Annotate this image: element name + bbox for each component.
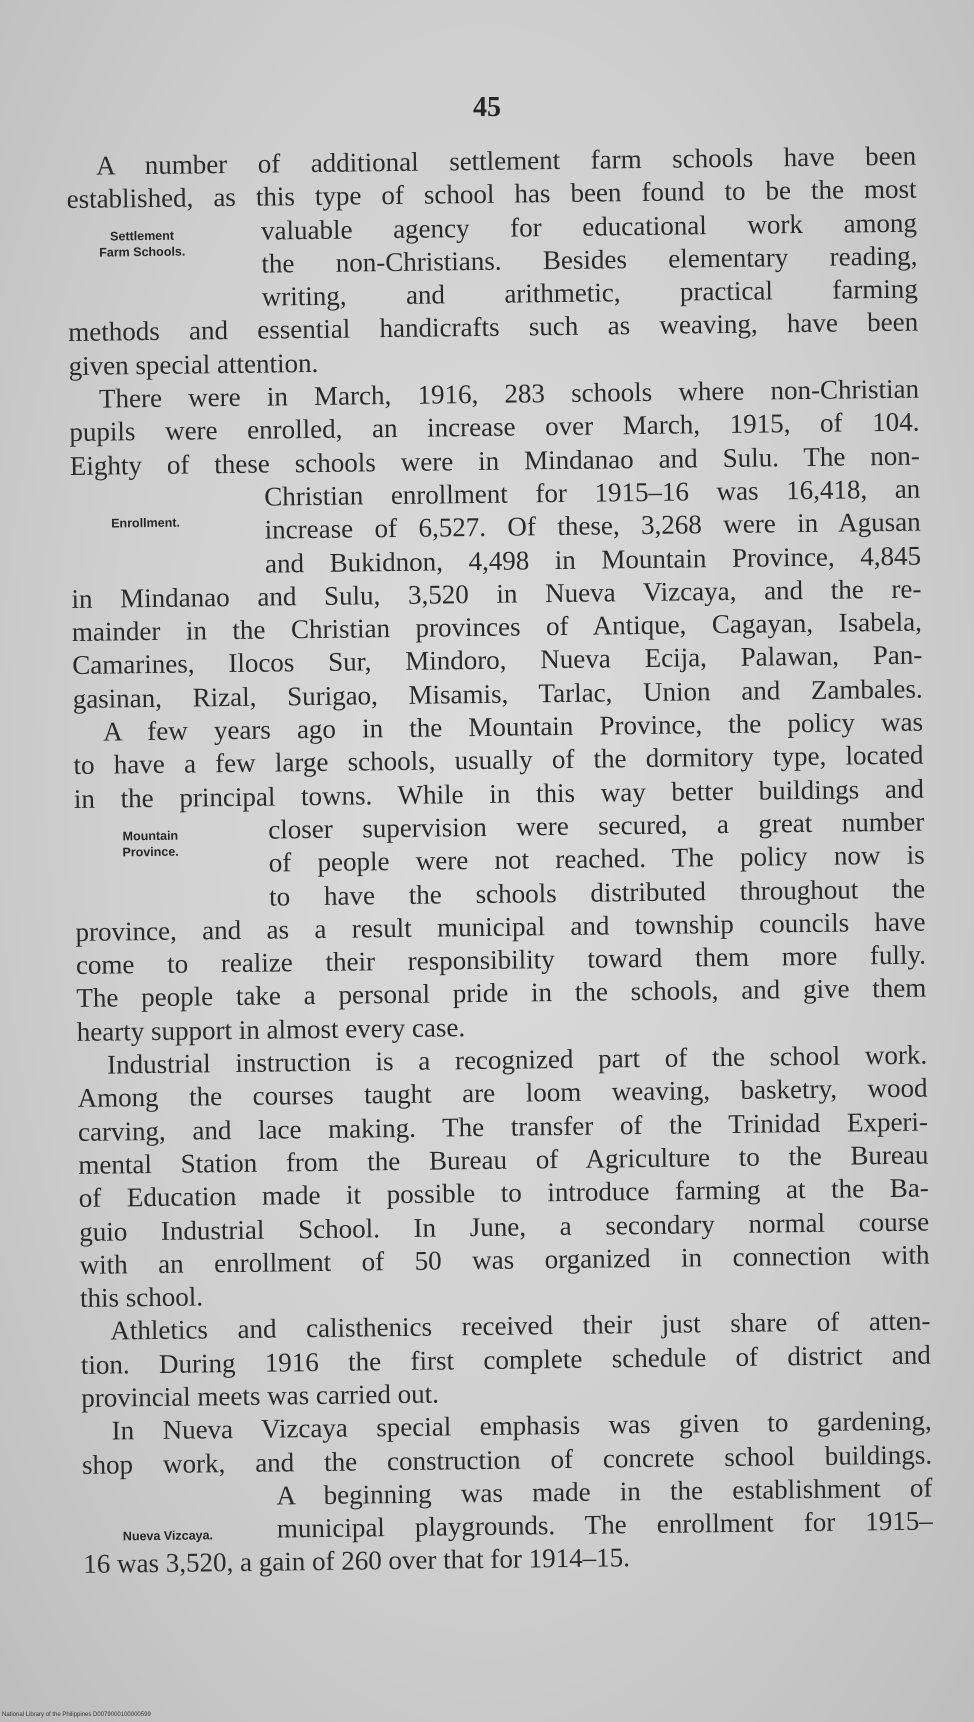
side-note-settlement: Settlement Farm Schools. <box>99 228 186 260</box>
text-line: province, and as a result municipal and township councils have <box>75 906 926 947</box>
text-line: Among the courses taught are loom weaving, basketry, wood <box>77 1072 928 1114</box>
text-line: mental Station from the Bureau of Agriculture to the Bureau <box>78 1139 929 1180</box>
text-line: Christian enrollment for 1915–16 was 16,418, an <box>264 473 921 512</box>
text-line: municipal playgrounds. The enrollment for 1915– <box>276 1505 933 1544</box>
page-number: 45 <box>473 92 501 123</box>
text-line: gasinan, Rizal, Surigao, Misamis, Tarlac, Union and Zambales. <box>72 673 923 714</box>
text-line: to have the schools distributed throughout the <box>268 873 926 912</box>
side-note-mountain: Mountain Province. <box>122 828 179 860</box>
text-line: Industrial instruction is a recognized part of the school work. <box>106 1039 928 1080</box>
text-line: mainder in the Christian provinces of Antique, Cagayan, Isabela, <box>71 606 923 648</box>
text-line: Athletics and calisthenics received their just share of atten- <box>110 1305 931 1346</box>
text-line: given special attention. <box>68 347 319 381</box>
text-line: 16 was 3,520, a gain of 260 over that for 1914–15. <box>83 1542 631 1580</box>
body-text <box>66 140 933 1582</box>
text-line: A beginning was made in the establishment of <box>276 1472 933 1511</box>
text-line: this school. <box>79 1281 204 1314</box>
text-line: methods and essential handicrafts such as weaving, have been <box>68 307 919 348</box>
text-line: to have a few large schools, usually of the dormitory type, located <box>73 739 924 781</box>
text-line: with an enrollment of 50 was organized in connection with <box>79 1239 930 1280</box>
text-line: A number of additional settlement farm schools have been <box>96 140 917 181</box>
text-line: in Mindanao and Sulu, 3,520 in Nueva Vizcaya, and the re- <box>71 573 922 614</box>
text-line: established, as this type of school has been found to be the most <box>66 173 917 215</box>
text-line: of people were not reached. The policy now is <box>268 839 925 878</box>
text-line: Camarines, Ilocos Sur, Mindoro, Nueva Ecija, Palawan, Pan- <box>72 640 923 681</box>
text-line: Eighty of these schools were in Mindanao and Sulu. The non- <box>69 440 920 481</box>
text-line: in the principal towns. While in this way better buildings and <box>73 773 925 814</box>
text-line: come to realize their responsibility toward them more fully. <box>75 939 927 981</box>
text-line: closer supervision were secured, a great number <box>268 806 925 845</box>
footer-credit: National Library of the Philippines D0079000100000599 <box>2 1712 151 1718</box>
text-line: The people take a personal pride in the schools, and give them <box>76 972 927 1014</box>
side-note-nueva-vizcaya: Nueva Vizcaya. <box>122 1528 214 1544</box>
text-line: the non-Christians. Besides elementary reading, <box>261 240 918 279</box>
text-line: shop work, and the construction of concrete school buildings. <box>81 1439 933 1480</box>
side-note-enrollment: Enrollment. <box>111 515 181 531</box>
text-line: provincial meets was carried out. <box>81 1378 440 1413</box>
text-line: hearty support in almost every case. <box>76 1011 466 1047</box>
text-line: pupils were enrolled, an increase over March, 1915, of 104. <box>69 406 920 448</box>
text-line: guio Industrial School. In June, a secondary normal course <box>79 1206 930 1247</box>
text-line: and Bukidnon, 4,498 in Mountain Province, 4,845 <box>264 540 922 579</box>
text-line: writing, and arithmetic, practical farming <box>261 273 918 312</box>
text-line: increase of 6,527. Of these, 3,268 were in Agusan <box>264 506 921 545</box>
text-line: carving, and lace making. The transfer of the Trinidad Experi- <box>77 1106 929 1147</box>
text-line: tion. During 1916 the first complete schedule of district and <box>80 1339 931 1380</box>
text-line: There were in March, 1916, 283 schools where non-Christian <box>98 373 920 414</box>
text-line: A few years ago in the Mountain Province, the policy was <box>102 706 924 747</box>
text-line: of Education made it possible to introduce farming at the Ba- <box>78 1172 929 1214</box>
text-line: valuable agency for educational work among <box>260 207 918 246</box>
text-line: In Nueva Vizcaya special emphasis was given to gardening, <box>111 1405 932 1446</box>
